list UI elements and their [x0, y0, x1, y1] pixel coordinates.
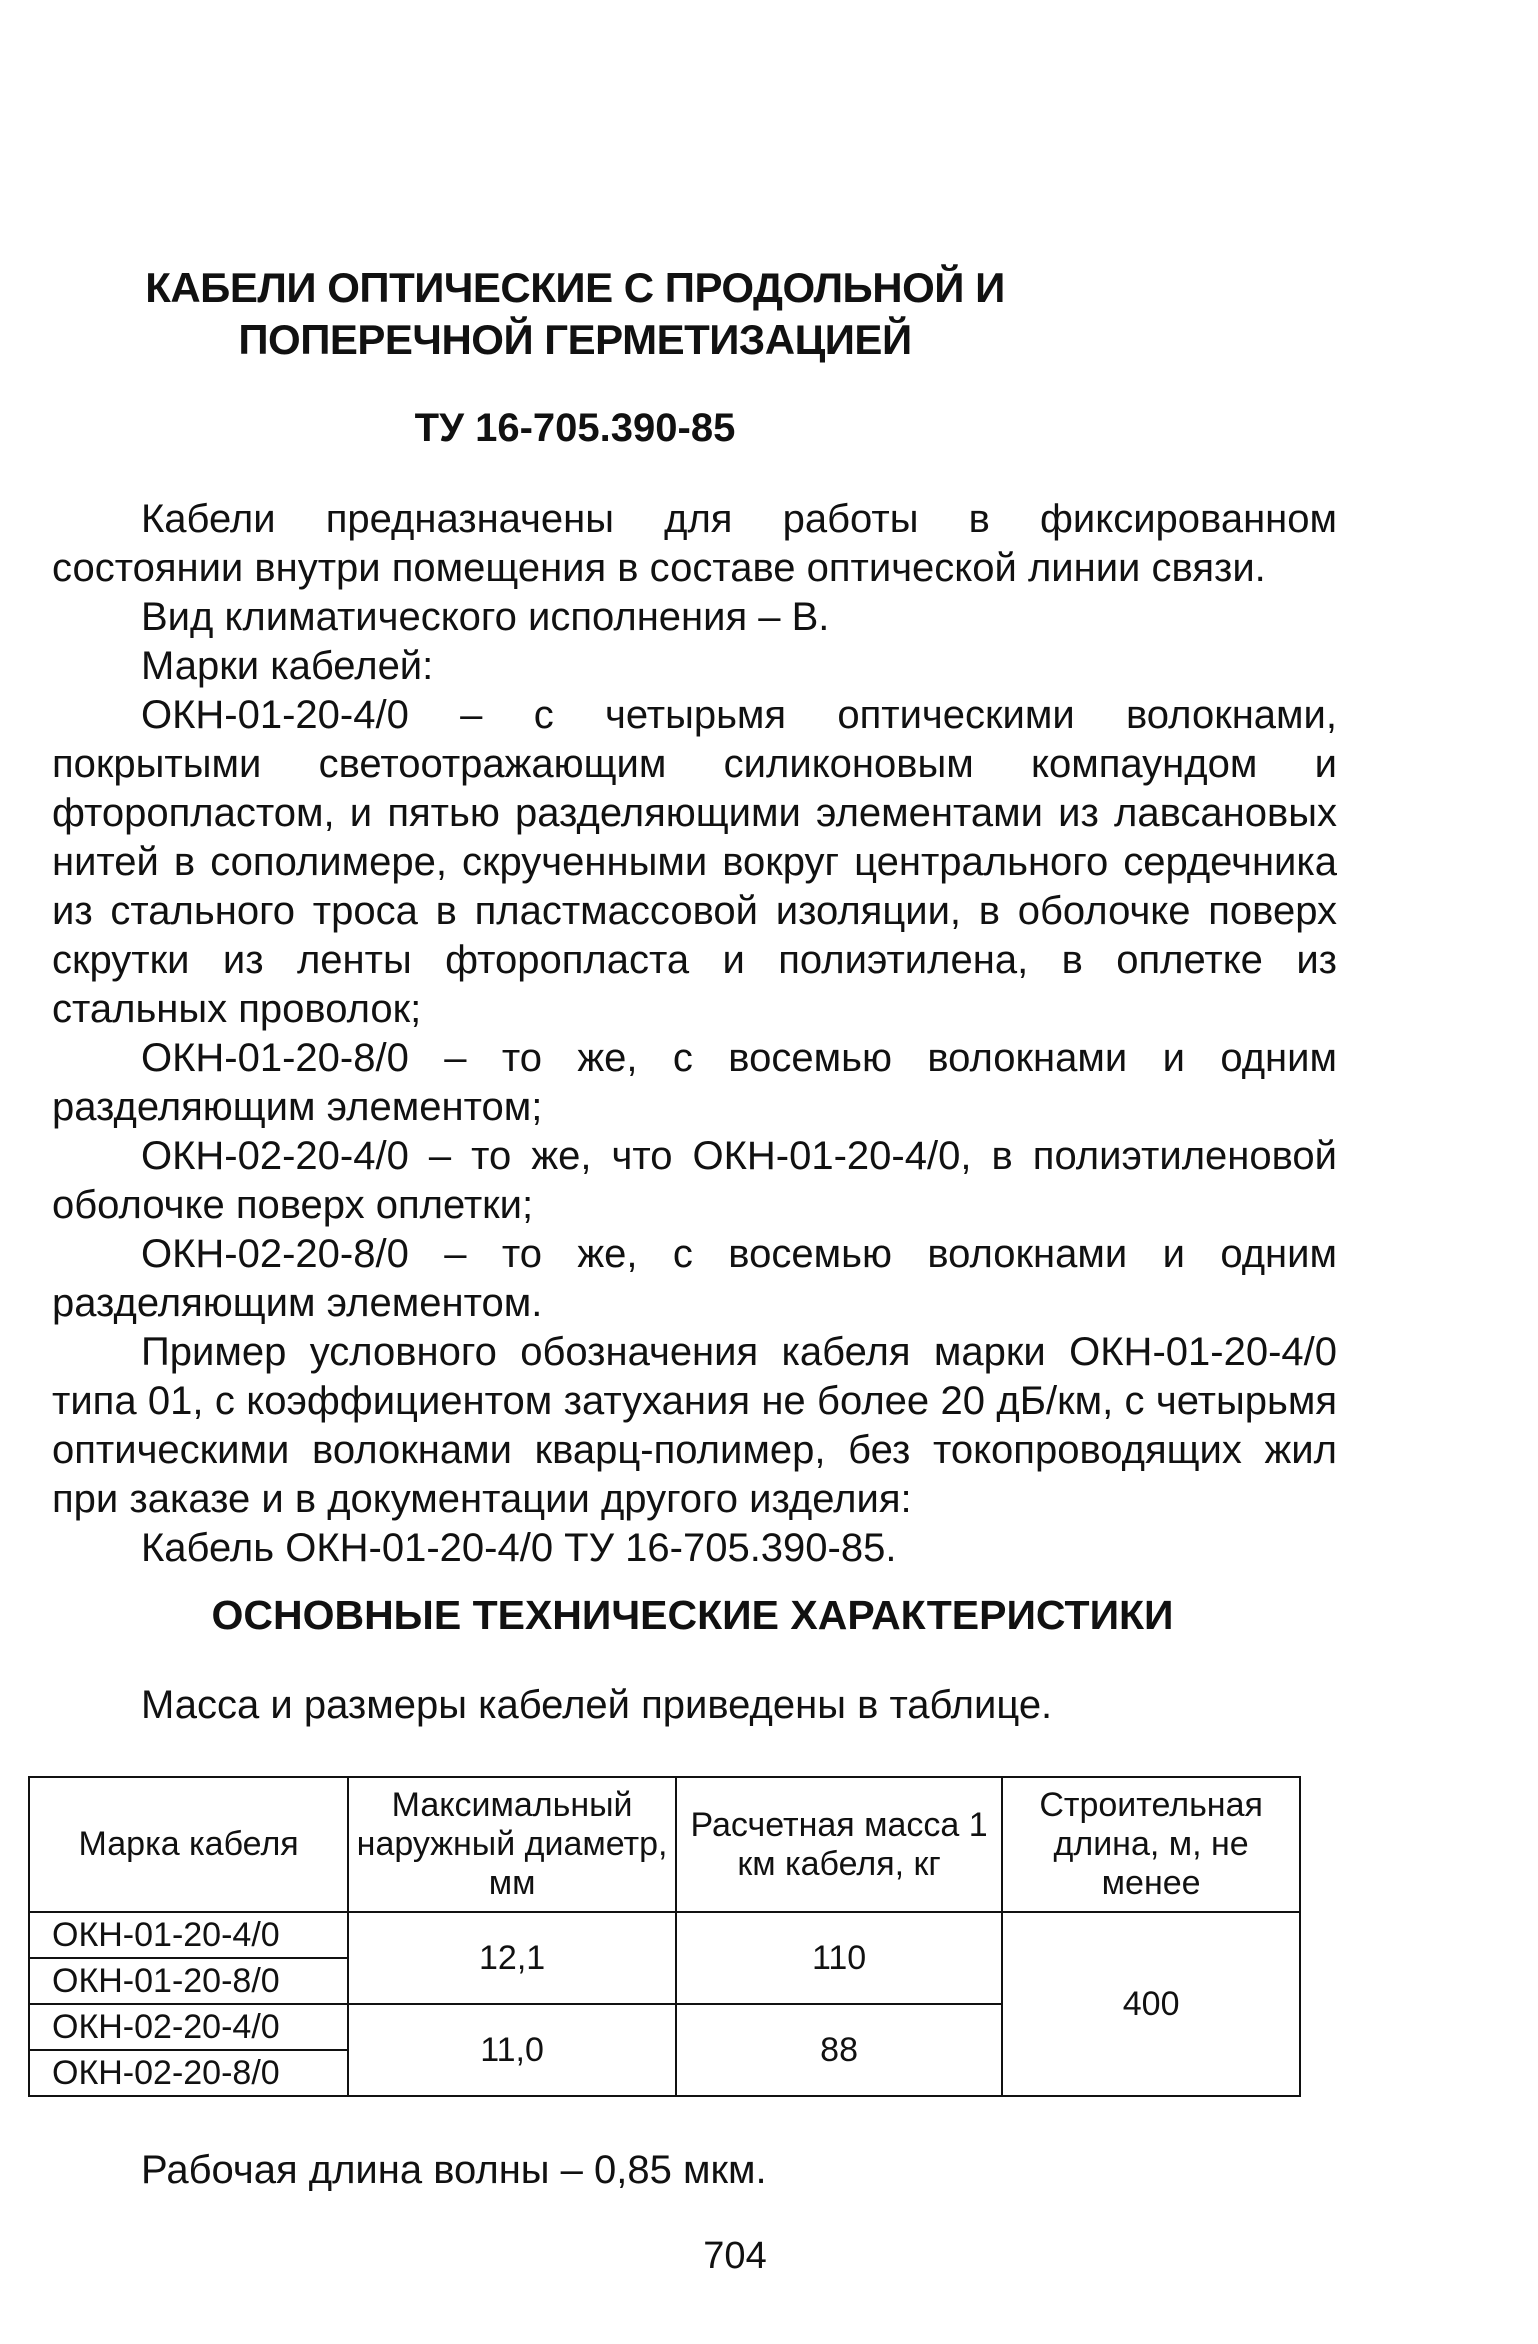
table-row [29, 1912, 1300, 1958]
page-number: 704 [703, 2235, 767, 2277]
table-intro: Масса и размеры кабелей приведены в таблице. [141, 1683, 1053, 1727]
wavelength-note: Рабочая длина волны – 0,85 мкм. [141, 2148, 767, 2192]
cell-mass: 88 [676, 2004, 1002, 2096]
paragraph-brands-heading: Марки кабелей: [141, 644, 434, 688]
paragraph-purpose: Кабели предназначены для работы в фиксированном состоянии внутри помещения в составе оптической линии связи. [52, 497, 1337, 590]
cell-brand: ОКН-01-20-4/0 [29, 1912, 348, 1958]
paragraph-okn-01-20-8: ОКН-01-20-8/0 – то же, с восемью волокнами и одним разделяющим элементом; [52, 1036, 1337, 1129]
paragraph-designation-example: Пример условного обозначения кабеля марки ОКН-01-20-4/0 типа 01, с коэффициентом затухания не более 20 дБ/км, с четырьмя оптическими волокнами кварц-полимер, без токопроводящих жил при заказе и в документации другого изделия: [52, 1330, 1337, 1521]
paragraph-okn-02-20-8: ОКН-02-20-8/0 – то же, с восемью волокнами и одним разделяющим элементом. [52, 1232, 1337, 1325]
cell-brand: ОКН-02-20-8/0 [29, 2050, 348, 2096]
paragraph-okn-02-20-4: ОКН-02-20-4/0 – то же, что ОКН-01-20-4/0, в полиэтиленовой оболочке поверх оплетки; [52, 1134, 1337, 1227]
header-length: Строительная длина, м, не менее [1002, 1777, 1300, 1912]
header-brand: Марка кабеля [29, 1777, 348, 1912]
paragraph-designation: Кабель ОКН-01-20-4/0 ТУ 16-705.390-85. [141, 1526, 897, 1570]
cell-brand: ОКН-02-20-4/0 [29, 2004, 348, 2050]
cell-length: 400 [1002, 1912, 1300, 2096]
paragraph-climate: Вид климатического исполнения – В. [141, 595, 830, 639]
header-mass: Расчетная масса 1 км кабеля, кг [676, 1777, 1002, 1912]
description-body [52, 495, 1337, 1573]
cell-mass: 110 [676, 1912, 1002, 2004]
cell-brand: ОКН-01-20-8/0 [29, 1958, 348, 2004]
paragraph-okn-01-20-4: ОКН-01-20-4/0 – с четырьмя оптическими волокнами, покрытыми светоотражающим силиконовым компаундом и фторопластом, и пятью разделяющими элементами из лавсановых нитей в сополимере, скрученными вокруг центрального сердечника из стального троса в пластмассовой изоляции, в оболочке поверх скрутки из ленты фторопласта и полиэтилена, в оплетке из стальных проволок; [52, 693, 1337, 1031]
cell-diameter: 11,0 [348, 2004, 676, 2096]
header-diameter: Максимальный наружный диаметр, мм [348, 1777, 676, 1912]
table-header-row [29, 1777, 1300, 1912]
cell-diameter: 12,1 [348, 1912, 676, 2004]
standard-code: ТУ 16-705.390-85 [414, 406, 736, 450]
page-title-line-2: ПОПЕРЕЧНОЙ ГЕРМЕТИЗАЦИЕЙ [238, 316, 912, 363]
page-title-line-1: КАБЕЛИ ОПТИЧЕСКИЕ С ПРОДОЛЬНОЙ И [145, 264, 1005, 311]
cable-spec-table [28, 1776, 1301, 2097]
section-title: ОСНОВНЫЕ ТЕХНИЧЕСКИЕ ХАРАКТЕРИСТИКИ [211, 1592, 1174, 1638]
